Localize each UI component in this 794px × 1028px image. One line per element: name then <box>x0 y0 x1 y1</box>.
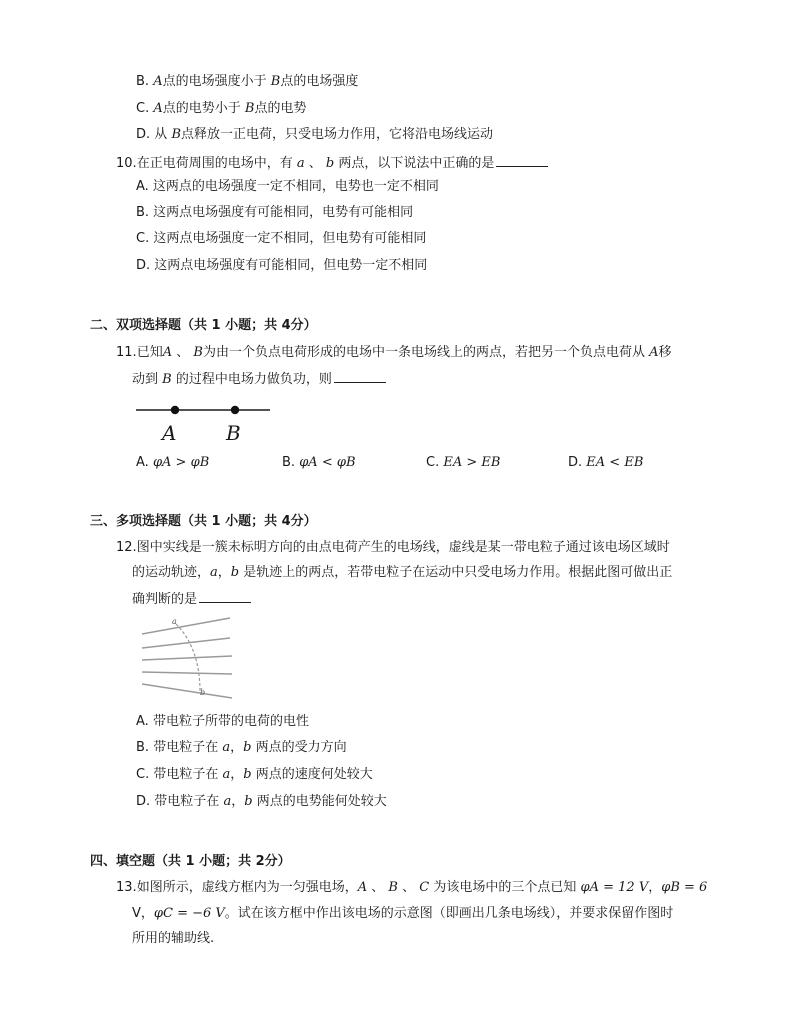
separator: ， <box>231 794 245 809</box>
point-a-symbol: A <box>162 345 173 360</box>
point-a-symbol: A <box>153 101 163 116</box>
point-b-symbol: b <box>243 740 252 755</box>
option-text: 点的电场强度 <box>280 74 359 89</box>
section-heading-double-choice: 二、双项选择题（共 1 小题；共 4分） <box>90 318 317 333</box>
stem-text: 是轨迹上的两点，若带电粒子在运动中只受电场力作用。根据此图可做出正 <box>243 565 673 580</box>
q13-stem-line1 <box>116 878 707 898</box>
stem-text: 移 <box>658 345 672 360</box>
q11-option-d[interactable] <box>568 453 643 473</box>
q9-option-d[interactable] <box>136 125 493 145</box>
point-b-symbol: b <box>325 156 335 171</box>
separator: ， <box>230 767 244 782</box>
point-a-label: a <box>172 617 177 626</box>
option-expression: φA > φB <box>152 455 210 470</box>
q9-option-b[interactable] <box>136 72 358 92</box>
point-a-symbol: a <box>223 794 232 809</box>
option-letter: C. <box>426 455 440 470</box>
potential-c: φC = −6 V <box>153 906 225 921</box>
q11-option-b[interactable] <box>282 453 356 473</box>
q11-stem-line1 <box>116 343 672 363</box>
option-expression: EA < EB <box>586 455 644 470</box>
stem-text: 为该电场中的三个点已知 <box>433 880 577 895</box>
question-number: 13. <box>116 880 137 895</box>
point-a-symbol: A <box>153 74 163 89</box>
stem-text: 两点，以下说法中正确的是 <box>338 156 495 171</box>
option-letter: B. <box>282 455 296 470</box>
field-line <box>142 672 232 674</box>
option-letter: D. <box>568 455 583 470</box>
option-text: 从 <box>154 127 168 142</box>
q10-option-c[interactable]: C. 这两点电场强度一定不相同，但电势有可能相同 <box>136 231 427 246</box>
stem-text: 。试在该方框中作出该电场的示意图（即画出几条电场线），并要求保留作图时 <box>224 906 674 921</box>
stem-text: 图中实线是一簇未标明方向的由点电荷产生的电场线，虚线是某一带电粒子通过该电场区域时 <box>136 540 670 555</box>
potential-b: φB = 6 <box>661 880 708 895</box>
point-b-label: b <box>200 688 206 697</box>
point-b-symbol: b <box>243 767 252 782</box>
option-text: 点释放一正电荷，只受电场力作用，它将沿电场线运动 <box>181 127 494 142</box>
q11-field-line-figure <box>130 396 280 446</box>
field-line <box>142 684 232 698</box>
stem-text: 在正电荷周围的电场中，有 <box>136 156 293 171</box>
q10-option-d[interactable]: D. 这两点电场强度有可能相同，但电势一定不相同 <box>136 258 428 273</box>
option-text: 带电粒子在 <box>153 740 219 755</box>
separator: 、 <box>402 880 416 895</box>
option-text: 点的电势 <box>254 101 307 116</box>
point-a-label: A <box>162 421 177 445</box>
point-a-dot <box>171 406 179 414</box>
question-number: 11. <box>116 345 137 360</box>
point-b-label: B <box>226 421 241 445</box>
option-letter: C. <box>136 101 150 116</box>
point-a-symbol: a <box>222 767 231 782</box>
option-letter: B. <box>136 74 150 89</box>
answer-blank[interactable] <box>496 152 548 167</box>
option-text: 两点的受力方向 <box>255 740 347 755</box>
option-letter: C. <box>136 767 150 782</box>
stem-text: 的过程中电场力做负功，则 <box>175 372 332 387</box>
q12-stem-line3 <box>132 588 251 610</box>
q10-option-a[interactable]: A. 这两点的电场强度一定不相同，电势也一定不相同 <box>136 179 439 194</box>
section-heading-multiple-choice: 三、多项选择题（共 1 小题；共 4分） <box>90 514 317 529</box>
option-letter: A. <box>136 455 149 470</box>
q12-option-a[interactable] <box>136 712 309 732</box>
q11-option-a[interactable] <box>136 453 209 473</box>
point-a-symbol: A <box>357 880 368 895</box>
separator: ， <box>230 740 244 755</box>
point-b-symbol: B <box>270 74 281 89</box>
option-text: 点的电势小于 <box>162 101 241 116</box>
q12-option-c[interactable] <box>136 765 373 785</box>
separator: 、 <box>176 345 190 360</box>
q12-stem-line2 <box>132 563 672 583</box>
q13-stem-line3: 所用的辅助线. <box>132 931 215 946</box>
stem-text: 为由一个负点电荷形成的电场中一条电场线上的两点，若把另一个负点电荷从 <box>202 345 645 360</box>
point-b-symbol: B <box>388 880 398 895</box>
option-expression: EA > EB <box>443 455 501 470</box>
answer-blank[interactable] <box>199 588 251 603</box>
option-text: 带电粒子在 <box>154 794 220 809</box>
question-number: 10. <box>116 156 137 171</box>
point-a-symbol: a <box>296 156 305 171</box>
option-letter: A. <box>136 714 149 729</box>
stem-text: 动到 <box>132 372 159 387</box>
answer-blank[interactable] <box>334 368 386 383</box>
q12-option-d[interactable] <box>136 792 387 812</box>
field-line <box>142 656 232 660</box>
field-line <box>142 618 230 634</box>
question-number: 12. <box>116 540 137 555</box>
point-b-symbol: B <box>171 127 182 142</box>
q9-option-c[interactable] <box>136 99 306 119</box>
q11-option-c[interactable] <box>426 453 500 473</box>
option-letter: D. <box>136 794 151 809</box>
point-c-symbol: C <box>419 880 430 895</box>
q12-field-lines-figure <box>138 614 238 700</box>
separator: ， <box>217 565 231 580</box>
point-b-dot <box>231 406 239 414</box>
stem-text: 如图所示，虚线方框内为一匀强电场， <box>136 880 358 895</box>
point-a-symbol: a <box>222 740 231 755</box>
q12-stem-line1 <box>116 538 670 558</box>
option-text: 带电粒子所带的电荷的电性 <box>152 714 309 729</box>
separator: 、 <box>371 880 385 895</box>
option-text: 两点的电势能何处较大 <box>256 794 387 809</box>
field-line <box>142 638 230 648</box>
separator: 、 <box>308 156 322 171</box>
q10-stem <box>116 152 548 174</box>
point-a-symbol: A <box>649 345 659 360</box>
point-b-symbol: b <box>244 794 253 809</box>
stem-text: 确判断的是 <box>132 592 198 607</box>
option-text: 点的电场强度小于 <box>162 74 267 89</box>
point-b-symbol: B <box>162 372 172 387</box>
stem-text: 已知 <box>136 345 163 360</box>
option-text: 带电粒子在 <box>153 767 219 782</box>
point-b-symbol: B <box>193 345 203 360</box>
point-b-symbol: b <box>230 565 240 580</box>
option-expression: φA < φB <box>299 455 356 470</box>
option-letter: B. <box>136 740 150 755</box>
stem-text: V， <box>132 906 154 921</box>
separator: ， <box>648 880 662 895</box>
stem-text: 的运动轨迹， <box>132 565 211 580</box>
q13-stem-line2 <box>132 904 673 924</box>
point-a-symbol: a <box>210 565 218 580</box>
option-letter: D. <box>136 127 151 142</box>
section-heading-fill-blank: 四、填空题（共 1 小题；共 2分） <box>90 854 291 869</box>
point-b-symbol: B <box>244 101 255 116</box>
option-text: 两点的速度何处较大 <box>255 767 373 782</box>
q10-option-b[interactable]: B. 这两点电场强度有可能相同，电势有可能相同 <box>136 205 414 220</box>
q11-stem-line2 <box>132 368 386 390</box>
q12-option-b[interactable] <box>136 738 347 758</box>
potential-a: φA = 12 V <box>580 880 649 895</box>
